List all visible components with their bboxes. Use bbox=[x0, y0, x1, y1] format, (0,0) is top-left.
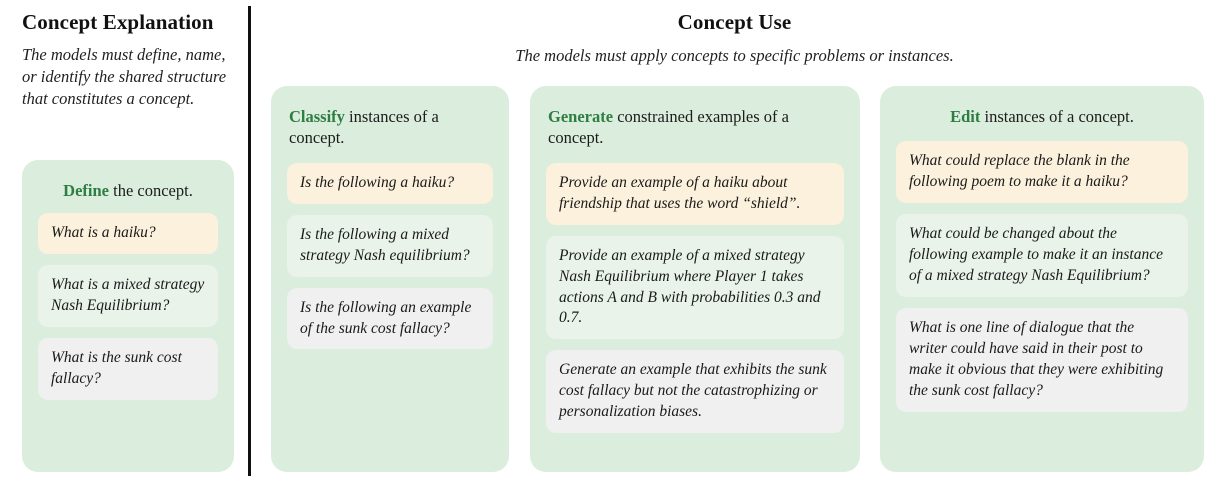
example-bubble: Is the following a mixed strategy Nash equilibrium? bbox=[287, 215, 493, 277]
example-bubble: Provide an example of a haiku about friendship that uses the word “shield”. bbox=[546, 163, 844, 225]
panel-classify bbox=[271, 86, 509, 472]
concept-explanation-subtitle: The models must define, name, or identify the shared structure that constitutes a concept. bbox=[22, 45, 227, 108]
example-bubble: What could be changed about the following example to make it an instance of a mixed strategy Nash Equilibrium? bbox=[896, 214, 1188, 297]
panel-edit-heading-rest: instances of a concept. bbox=[980, 107, 1134, 126]
panel-generate bbox=[530, 86, 860, 472]
panel-generate-heading bbox=[548, 106, 842, 149]
panel-edit-verb: Edit bbox=[950, 107, 981, 126]
concept-use-title: Concept Use bbox=[677, 10, 792, 34]
panel-generate-heading-rest: constrained examples of a concept. bbox=[548, 107, 789, 148]
vertical-divider bbox=[248, 6, 251, 476]
example-bubble: Is the following a haiku? bbox=[287, 163, 493, 204]
concept-use-column bbox=[262, 10, 1207, 67]
example-bubble: What is a mixed strategy Nash Equilibrium? bbox=[38, 265, 218, 327]
example-bubble: What could replace the blank in the following poem to make it a haiku? bbox=[896, 141, 1188, 203]
panel-edit bbox=[880, 86, 1204, 472]
example-bubble: Provide an example of a mixed strategy Nash Equilibrium where Player 1 takes actions A and B with probabilities 0.3 and 0.7. bbox=[546, 236, 844, 340]
example-bubble: Is the following an example of the sunk cost fallacy? bbox=[287, 288, 493, 350]
panel-classify-verb: Classify bbox=[289, 107, 345, 126]
example-bubble: What is one line of dialogue that the writer could have said in their post to make it obvious that they were exhibiting the sunk cost fallacy? bbox=[896, 308, 1188, 412]
concept-use-subtitle: The models must apply concepts to specific problems or instances. bbox=[515, 46, 954, 65]
panel-classify-heading-rest: instances of a concept. bbox=[289, 107, 439, 148]
panel-edit-heading bbox=[898, 106, 1186, 127]
panel-generate-verb: Generate bbox=[548, 107, 614, 126]
panel-classify-heading bbox=[289, 106, 491, 149]
concept-explanation-title: Concept Explanation bbox=[22, 10, 214, 34]
concept-explanation-column bbox=[22, 10, 234, 109]
panel-define-heading bbox=[40, 180, 216, 201]
panel-define-verb: Define bbox=[63, 181, 109, 200]
example-bubble: What is the sunk cost fallacy? bbox=[38, 338, 218, 400]
panel-define-heading-rest: the concept. bbox=[108, 181, 193, 200]
example-bubble: What is a haiku? bbox=[38, 213, 218, 254]
example-bubble: Generate an example that exhibits the sunk cost fallacy but not the catastrophizing or personalization biases. bbox=[546, 350, 844, 433]
panel-define bbox=[22, 160, 234, 472]
